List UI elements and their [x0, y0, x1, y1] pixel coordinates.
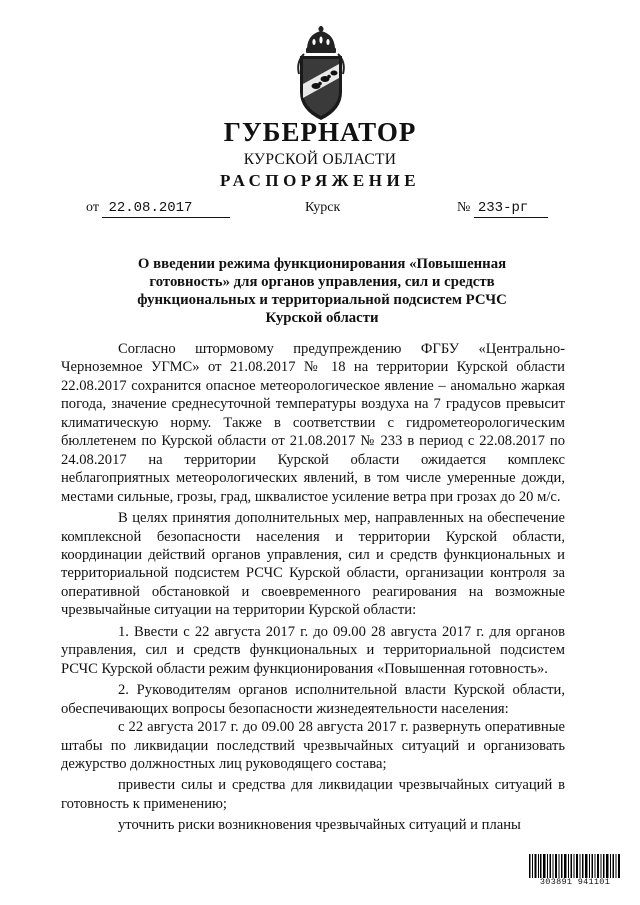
barcode-bars — [529, 854, 621, 878]
document-title: О введении режима функционирования «Повышенная готовность» для органов управления, сил и средств функциональных и территориальной подсистем РСЧС Курской области — [137, 256, 507, 326]
date-prefix: от — [86, 200, 99, 215]
body-paragraph: уточнить риски возникновения чрезвычайных ситуаций и планы — [118, 817, 521, 834]
document-type: РАСПОРЯЖЕНИЕ — [219, 171, 421, 190]
number-value: 233-рг — [474, 199, 548, 218]
number-prefix: № — [457, 200, 471, 215]
body-paragraph: привести силы и средства для ликвидации чрезвычайных ситуаций в готовность к применению; — [61, 777, 565, 812]
issuer-title: ГУБЕРНАТОР — [223, 117, 417, 147]
document-number — [457, 199, 548, 218]
document-city: Курск — [305, 200, 341, 215]
body-paragraph: Согласно штормовому предупреждению ФГБУ «Центрально-Черноземное УГМС» от 21.08.2017 № 18 на территории Курской области 22.08.2017 сохранится опасное метеорологическое явление – аномально жаркая погода, значение среднесуточной температуры воздуха на 7 градусов превысит климатическую норму. Также в соответствии с гидрометеорологическим бюллетенем по Курской области от 21.08.2017 № 233 в период с 22.08.2017 по 24.08.2017 на территории Курской области ожидается комплекс неблагоприятных метеорологических явлений, в том числе умеренные дожди, местами сильные, грозы, град, шквалистое усиление ветра при грозах до 20 м/с. — [61, 341, 565, 505]
barcode — [529, 854, 621, 887]
document-date — [86, 199, 230, 218]
document-body — [61, 340, 565, 835]
coat-of-arms-emblem — [290, 26, 352, 126]
date-value: 22.08.2017 — [102, 199, 230, 218]
body-paragraph: 1. Ввести с 22 августа 2017 г. до 09.00 28 августа 2017 г. для органов управления, сил и средств функциональных и территориальной подсистем РСЧС Курской области режим функционирования «Повышенная готовность». — [61, 623, 565, 677]
issuer-region: КУРСКОЙ ОБЛАСТИ — [243, 151, 397, 168]
barcode-number: 303891 941101 — [539, 877, 611, 887]
body-paragraph: В целях принятия дополнительных мер, направленных на обеспечение комплексной безопасности населения и территории Курской области, координации действий органов управления, сил и средств функциональных и территориальной подсистем РСЧС Курской области, организации контроля за оперативной обстановкой и своевременного реагирования на возможные чрезвычайные ситуации на территории Курской области: — [61, 510, 565, 619]
body-paragraph: 2. Руководителям органов исполнительной власти Курской области, обеспечивающих вопросы безопасности жизнедеятельности населения: — [61, 682, 565, 717]
body-paragraph: с 22 августа 2017 г. до 09.00 28 августа 2017 г. развернуть оперативные штабы по ликвидации последствий чрезвычайных ситуаций и организовать дежурство должностных лиц руководящего состава; — [61, 719, 565, 772]
